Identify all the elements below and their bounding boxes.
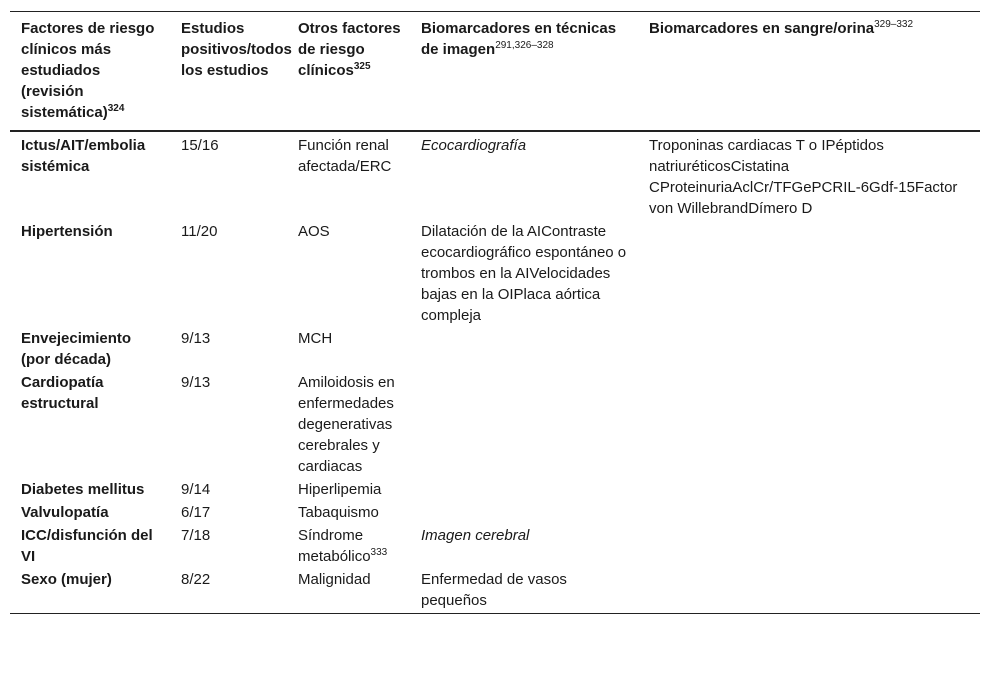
table-row: [10, 327, 980, 371]
cell-other-text: Síndrome metabólico: [298, 527, 371, 565]
cell-factor: Hipertensión: [21, 223, 113, 240]
cell-imaging: [410, 371, 638, 478]
cell-other: Hiperlipemia: [298, 481, 382, 498]
cell-other: Tabaquismo: [298, 504, 379, 521]
cell-blood: [638, 478, 980, 501]
cell-factor: Envejecimiento (por década): [21, 330, 132, 368]
cell-other: [287, 524, 410, 568]
table-row: [10, 568, 980, 614]
cell-other: AOS: [298, 223, 330, 240]
cell-studies: 8/22: [181, 571, 211, 588]
cell-studies: 11/20: [181, 223, 218, 240]
header-imaging-biomarkers: Biomarcadores en técnicas de imagen$^{291,326-328}$: [421, 20, 617, 58]
cell-factor: Valvulopatía: [21, 504, 109, 521]
cell-studies: 9/14: [181, 481, 211, 498]
cell-blood: [638, 327, 980, 371]
cell-imaging: [410, 501, 638, 524]
cell-imaging: Enfermedad de vasos pequeños: [421, 571, 567, 609]
risk-factors-table: [10, 11, 980, 614]
table-row: [10, 220, 980, 327]
cell-studies: 15/16: [181, 137, 219, 154]
cell-blood: Troponinas cardiacas T o IPéptidos natriuréticosCistatina CProteinuriaAclCr/TFGePCRIL-6Gdf-15Factor von WillebrandDímero D: [649, 137, 958, 217]
cell-factor: Cardiopatía estructural: [21, 374, 104, 412]
cell-factor: Diabetes mellitus: [21, 481, 145, 498]
header-clinical-risk-factors: Factores de riesgo clínicos más estudiados (revisión sistemática)$^{324}$: [21, 20, 155, 121]
cell-blood: [638, 220, 980, 327]
cell-studies: 6/17: [181, 504, 211, 521]
cell-blood: [638, 524, 980, 568]
cell-blood: [638, 568, 980, 614]
citation-sup: 333: [370, 547, 388, 558]
header-other-risk-factors: Otros factores de riesgo clínicos$^{325}$: [298, 20, 401, 79]
table-row: [10, 501, 980, 524]
table-row: [10, 131, 980, 220]
cell-other: Función renal afectada/ERC: [298, 137, 392, 175]
cell-factor: Ictus/AIT/embolia sistémica: [21, 137, 146, 175]
header-blood-urine-biomarkers: Biomarcadores en sangre/orina$^{329-332}$: [649, 19, 914, 37]
cell-blood: [638, 371, 980, 478]
table-row: [10, 371, 980, 478]
header-positive-studies: Estudios positivos/todos los estudios: [181, 20, 292, 79]
table-row: [10, 478, 980, 501]
table-row: [10, 524, 980, 568]
cell-imaging: Dilatación de la AIContraste ecocardiográfico espontáneo o trombos en la AIVelocidades bajas en la OIPlaca aórtica compleja: [421, 223, 627, 324]
cell-imaging: [410, 478, 638, 501]
cell-imaging: Ecocardiografía: [421, 137, 527, 154]
table-body: [10, 131, 980, 614]
cell-blood: [638, 501, 980, 524]
table-header: [10, 12, 980, 132]
cell-imaging: [410, 327, 638, 371]
cell-imaging: Imagen cerebral: [421, 527, 530, 544]
cell-studies: 7/18: [181, 527, 211, 544]
cell-factor: Sexo (mujer): [21, 571, 112, 588]
cell-other: MCH: [298, 330, 333, 347]
cell-other: Amiloidosis en enfermedades degenerativas cerebrales y cardiacas: [298, 374, 395, 475]
header-row: [10, 12, 980, 132]
cell-factor: ICC/disfunción del VI: [21, 527, 153, 565]
cell-studies: 9/13: [181, 374, 211, 391]
cell-studies: 9/13: [181, 330, 211, 347]
cell-other: Malignidad: [298, 571, 371, 588]
